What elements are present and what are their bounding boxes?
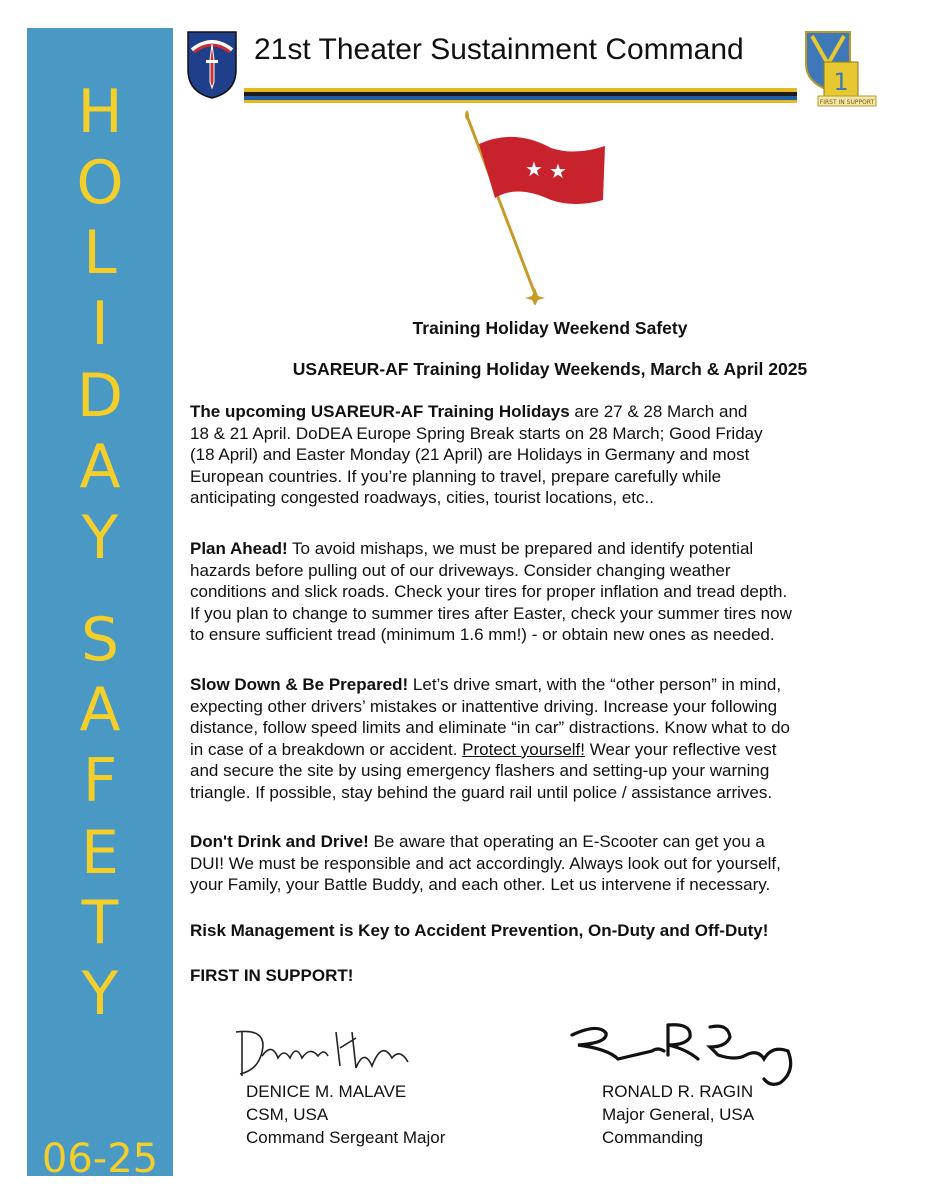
closing-motto: FIRST IN SUPPORT!: [190, 966, 354, 985]
paragraph-line: Let’s drive smart, with the “other person” in mind,: [408, 675, 782, 694]
signer-name: RONALD R. RAGIN: [602, 1082, 754, 1101]
paragraph-line: anticipating congested roadways, cities, tourist locations, etc..: [190, 488, 654, 507]
sidebar-letter: Y: [81, 503, 119, 573]
sidebar-letter: A: [79, 432, 121, 502]
sidebar-letter: E: [81, 818, 119, 888]
page-subtitle: USAREUR-AF Training Holiday Weekends, March & April 2025: [292, 359, 808, 379]
crest-motto: FIRST IN SUPPORT: [819, 99, 875, 106]
svg-text:1: 1: [833, 68, 849, 96]
signature-malave: [232, 1018, 422, 1085]
paragraph-lead: Slow Down & Be Prepared!: [190, 675, 409, 694]
signature-block-csm: [246, 1080, 445, 1149]
paragraph-line: conditions and slick roads. Check your tires for proper inflation and tread depth.: [190, 582, 788, 601]
paragraph-line: To avoid mishaps, we must be prepared and identify potential: [287, 539, 754, 558]
signer-position: Command Sergeant Major: [246, 1128, 446, 1147]
paragraph-line: If you plan to change to summer tires after Easter, check your summer tires now: [190, 603, 792, 623]
paragraph-travel: [190, 401, 890, 509]
paragraph-line: in case of a breakdown or accident.: [190, 739, 463, 759]
paragraph-plan-ahead: [190, 538, 890, 646]
risk-management-statement: Risk Management is Key to Accident Prevention, On-Duty and Off-Duty!: [190, 921, 769, 940]
protect-yourself-text: Protect yourself!: [462, 739, 585, 759]
header-stripe: [244, 100, 797, 103]
two-star-flag-icon: [455, 110, 615, 310]
signer-position: Commanding: [602, 1128, 704, 1147]
sidebar-letter: O: [76, 148, 124, 218]
sidebar-letter: H: [77, 77, 123, 147]
sidebar-letter: I: [91, 289, 109, 359]
paragraph-line: DUI! We must be responsible and act accordingly. Always look out for yourself,: [190, 853, 781, 873]
page-title: Training Holiday Weekend Safety: [412, 318, 688, 338]
sidebar-letter: A: [79, 675, 121, 745]
usareur-patch-icon: [186, 30, 238, 105]
paragraph-line: (18 April) and Easter Monday (21 April) are Holidays in Germany and most: [190, 445, 750, 464]
signer-rank: CSM, USA: [246, 1105, 329, 1124]
organization-title: 21st Theater Sustainment Command: [254, 33, 744, 66]
paragraph-line: distance, follow speed limits and eliminate “in car” distractions. Know what to do: [190, 718, 791, 737]
paragraph-slow-down: [190, 674, 890, 803]
sidebar-letter: L: [83, 218, 117, 288]
paragraph-lead: Plan Ahead!: [190, 539, 288, 558]
paragraph-line: to ensure sufficient tread (minimum 1.6 mm!) - or obtain new ones as needed.: [190, 625, 775, 644]
paragraph-line: and secure the site by using emergency flashers and setting-up your warning: [190, 761, 770, 780]
sidebar-letter: S: [80, 605, 120, 675]
signer-name: DENICE M. MALAVE: [246, 1082, 407, 1101]
holiday-safety-sidebar: [27, 28, 173, 1182]
issue-number: 06-25: [41, 1136, 159, 1182]
signature-block-commander: [602, 1080, 754, 1149]
paragraph-line: are 27 & 28 March and: [569, 402, 748, 421]
paragraph-lead: Don't Drink and Drive!: [190, 832, 369, 851]
paragraph-line: hazards before pulling out of our driveways. Consider changing weather: [190, 560, 731, 580]
unit-crest-icon: [802, 28, 882, 115]
sidebar-letter: T: [81, 888, 119, 958]
sidebar-letter: D: [76, 361, 124, 431]
paragraph-line: Be aware that operating an E-Scooter can get you a: [368, 832, 765, 851]
paragraph-line: European countries. If you’re planning to travel, prepare carefully while: [190, 466, 722, 486]
signer-rank: Major General, USA: [602, 1105, 755, 1124]
sidebar-letter: Y: [81, 959, 119, 1029]
paragraph-line: 18 & 21 April. DoDEA Europe Spring Break starts on 28 March; Good Friday: [190, 423, 763, 443]
paragraph-line: your Family, your Battle Buddy, and each other. Let us intervene if necessary.: [190, 875, 771, 894]
sidebar-letter: F: [82, 746, 118, 816]
svg-text:★: ★: [525, 157, 543, 181]
paragraph-line: Wear your reflective vest: [585, 739, 777, 759]
paragraph-lead: The upcoming USAREUR-AF Training Holidays: [190, 402, 570, 421]
paragraph-dont-drink: [190, 831, 890, 896]
svg-text:★: ★: [549, 159, 567, 183]
paragraph-line: triangle. If possible, stay behind the guard rail until police / assistance arrives.: [190, 782, 773, 802]
paragraph-line: expecting other drivers’ mistakes or inattentive driving. Increase your following: [190, 696, 778, 716]
